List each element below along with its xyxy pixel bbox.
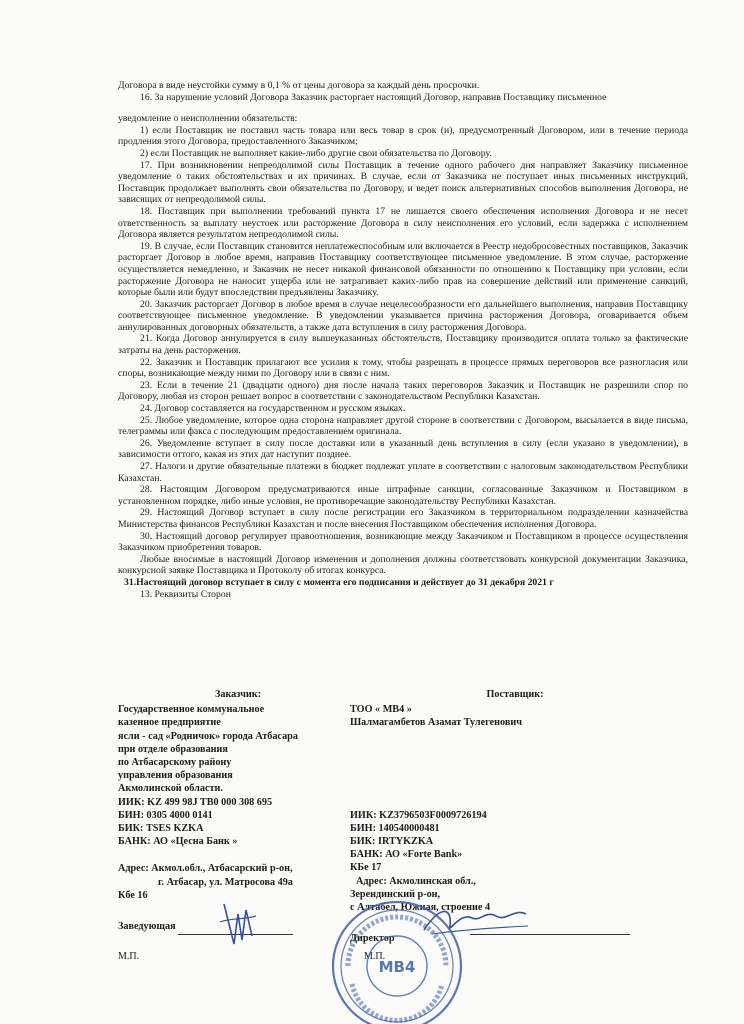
paragraph: 21. Когда Договор аннулируется в силу вышеуказанных обстоятельств, Поставщику производится оплата только за фактические затраты на день расторжения. xyxy=(118,333,688,357)
customer-iik: ИИК: KZ 499 98J TB0 000 308 695 xyxy=(118,796,273,808)
svg-text:МВ4: МВ4 xyxy=(378,958,416,976)
customer-line: по Атбасарскому району xyxy=(118,757,232,769)
paragraph: 2) если Поставщик не выполняет какие-либо другие свои обязательства по Договору. xyxy=(140,147,492,159)
supplier-bik: БИК: IRTYKZKA xyxy=(350,836,434,848)
customer-line: Акмолинской области. xyxy=(118,783,223,795)
validity-clause: 31.Настоящий договор вступает в силу с момента его подписания и действует до 31 декабря 2021 г xyxy=(124,576,554,588)
paragraph: 1) если Поставщик не поставил часть товара или весь товар в срок (и), предусмотренный Договором, или в течение периода продления этого Договора, предоставленного Заказчиком; xyxy=(118,124,688,148)
paragraph: 28. Настоящим Договором предусматриваются иные штрафные санкции, согласованные Заказчиком и Поставщиком в установленном порядке, либо иные условия, не противоречащие законодательству Республики Казахстан. xyxy=(118,484,688,507)
customer-bank: БАНК: АО «Цесна Банк » xyxy=(118,836,238,848)
supplier-bank: БАНК: АО «Forte Bank» xyxy=(350,849,463,861)
supplier-director-name: Шалмагамбетов Азамат Тулегенович xyxy=(350,717,522,729)
company-seal xyxy=(326,888,468,1024)
customer-position: Заведующая xyxy=(118,921,176,933)
customer-signature xyxy=(218,900,258,950)
paragraph: 17. При возникновении непреодолимой силы Поставщик в течение одного рабочего дня направляет Заказчику письменное уведомление о таких обстоятельствах и их причинах. В случае, если от Заказчика не поступает иных письменных инструкций, Поставщик продолжает выполнять свои обязательства по Договору, и ведет поиск альтернативных способов выполнения Договора, не зависящих от непреодолимой силы. xyxy=(118,159,688,206)
paragraph: Любые вносимые в настоящий Договор изменения и дополнения должны соответствовать конкурсной документации Заказчика, конкурсной заявке Поставщика и Протоколу об итогах конкурса. xyxy=(118,553,688,577)
paragraph: 27. Налоги и другие обязательные платежи в бюджет подлежат уплате в соответствии с налоговым законодательством Республики Казахстан. xyxy=(118,461,688,484)
supplier-kbe: КБе 17 xyxy=(350,862,382,874)
paragraph: 29. Настоящий Договор вступает в силу после регистрации его Заказчиком в территориальном подразделении казначейства Министерства финансов Республики Казахстан и после внесения Поставщиком обеспечения исполнения Договора. xyxy=(118,507,688,530)
paragraph: 30. Настоящий договор регулирует правоотношения, возникающие между Заказчиком и Поставщиком в процессе осуществления Заказчиком приобретения товаров. xyxy=(118,530,688,554)
paragraph: 26. Уведомление вступает в силу после доставки или в указанный день вступления в силу (если указано в уведомлении), в зависимости оттого, какая из этих дат наступит позднее. xyxy=(118,437,688,461)
customer-address: Адрес: Акмол.обл., Атбасарский р-он, xyxy=(118,863,293,875)
supplier-address: Адрес: Акмолинская обл., xyxy=(356,875,476,887)
customer-bin: БИН: 0305 4000 0141 xyxy=(118,809,213,821)
paragraph: Договора в виде неустойки сумму в 0,1 % от цены договора за каждый день просрочки. xyxy=(118,80,480,91)
paragraph: 19. В случае, если Поставщик становится неплатежеспособным или включается в Реестр недобросовестных поставщиков, Заказчик расторгает Договор в любое время, направив Поставщику соответствующее письменное уведомление. В этом случае, расторжение осуществляется немедленно, и Заказчик не несет никакой финансовой обязанности по отношению к Поставщику при условии, если расторжение Договора не наносит ущерба или не затрагивает каких-либо прав на совершение действий или применение санкций, которые были или будут впоследствии предъявлены Заказчику. xyxy=(118,240,688,299)
supplier-address-street: с Алтабел, Южная, строение 4 xyxy=(350,902,491,914)
paragraph: 18. Поставщик при выполнении требований пункта 17 не лишается своего обеспечения исполнения Договора и не несет ответственность за выплату неустоек или расторжение Договора в силу неисполнения его условий, если задержка с исполнением Договора является результатом непреодолимой силы. xyxy=(118,205,688,241)
supplier-seal-label: М.П. xyxy=(364,951,386,962)
customer-line: при отделе образования xyxy=(118,743,228,755)
paragraph: 20. Заказчик расторгает Договор в любое время в случае нецелесообразности его дальнейшего выполнения, направив Поставщику соответствующее письменное уведомление. В уведомлении указывается причина расторжения Договора, оговаривается объем аннулированных договорных обязательств, а также дата вступления в силу расторжения Договора. xyxy=(118,298,688,333)
supplier-iik: ИИК: KZ3796503F0009726194 xyxy=(350,809,487,821)
customer-address-street: г. Атбасар, ул. Матросова 49а xyxy=(158,876,293,888)
paragraph: 22. Заказчик и Поставщик прилагают все усилия к тому, чтобы разрешать в процессе прямых переговоров все разногласия или споры, возникающие между ними по Договору или в связи с ним. xyxy=(118,356,688,380)
customer-line: ясли - сад «Родничок» города Атбасара xyxy=(118,730,298,742)
supplier-bin: БИН: 140540000481 xyxy=(350,822,440,834)
contract-body xyxy=(118,80,688,600)
supplier-heading: Поставщик: xyxy=(486,689,544,700)
customer-kbe: Кбе 16 xyxy=(118,889,148,901)
customer-line: Государственное коммунальное xyxy=(118,704,265,716)
customer-line: управления образования xyxy=(118,770,233,782)
customer-bik: БИК: TSES KZKA xyxy=(118,823,204,835)
paragraph: уведомление о неисполнении обязательств: xyxy=(118,113,298,125)
paragraph: 23. Если в течение 21 (двадцати одного) дня после начала таких переговоров Заказчик и Поставщик не разрешили спор по Договору, любая из сторон решает вопрос в соответствии с законодательством Республики Казахстан. xyxy=(118,379,688,403)
supplier-position: Директор xyxy=(350,933,395,945)
customer-heading: Заказчик: xyxy=(214,689,262,700)
paragraph: 16. За нарушение условий Договора Заказчик расторгает настоящий Договор, направив Поставщику письменное xyxy=(140,91,607,103)
customer-line: казенное предприятие xyxy=(118,717,221,729)
customer-seal-label: М.П. xyxy=(118,951,140,962)
requisites-heading: 13. Реквизиты Сторон xyxy=(140,588,231,600)
paragraph: 25. Любое уведомление, которое одна сторона направляет другой стороне в соответствии с Договором, высылается в виде письма, телеграммы или факса с последующим предоставлением оригинала. xyxy=(118,414,688,438)
supplier-address-district: Зерендинский р-он, xyxy=(350,888,441,900)
paragraph: 24. Договор составляется на государственном и русском языках. xyxy=(140,403,406,415)
supplier-name: ТОО « МВ4 » xyxy=(350,704,412,716)
customer-block xyxy=(118,688,358,933)
